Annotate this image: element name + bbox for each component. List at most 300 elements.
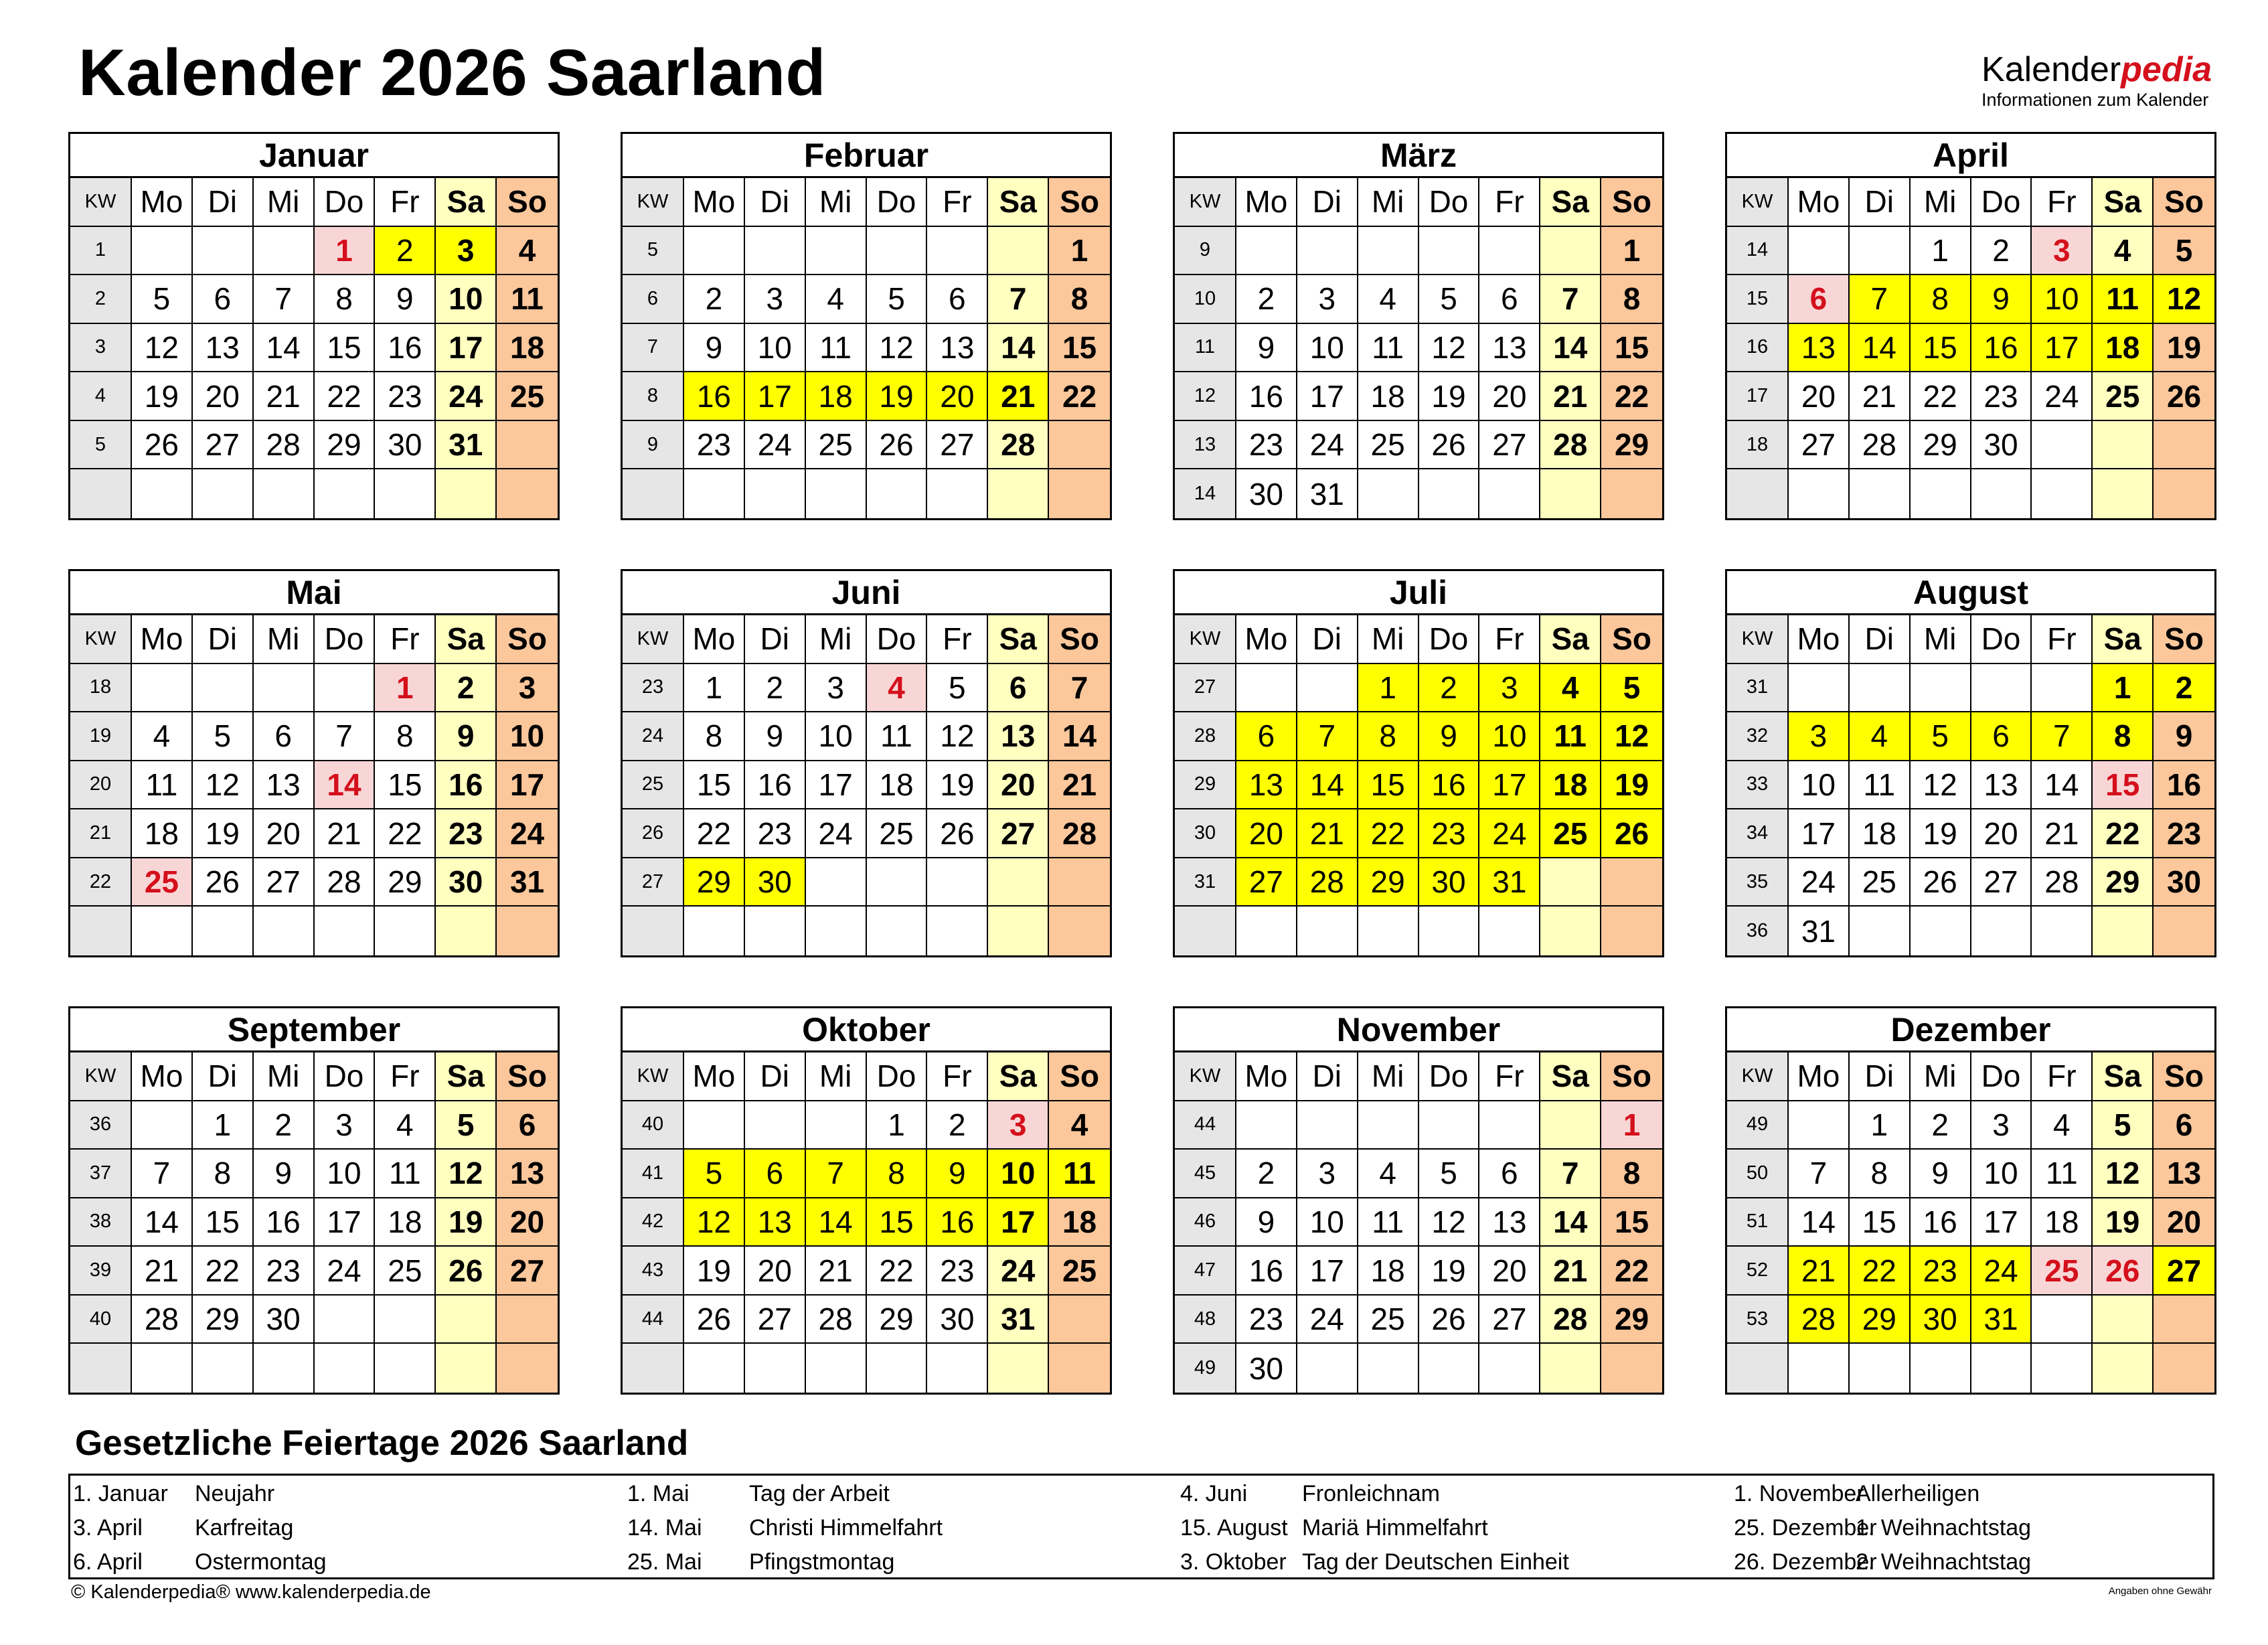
day-cell: 8 xyxy=(1911,275,1971,324)
day-cell: 14 xyxy=(1540,324,1601,373)
week-number: 31 xyxy=(1727,664,1789,713)
week-number: 45 xyxy=(1175,1150,1236,1198)
month-11 xyxy=(1173,1006,1664,1395)
weekday-header: Do xyxy=(1971,178,2032,227)
week-number: 1 xyxy=(70,227,132,276)
empty-cell xyxy=(2032,1344,2093,1393)
holiday-date: 4. Juni xyxy=(1180,1481,1248,1506)
day-cell: 28 xyxy=(2032,858,2093,907)
day-cell: 15 xyxy=(315,324,376,373)
day-cell: 15 xyxy=(375,761,436,810)
day-cell: 13 xyxy=(988,712,1049,761)
week-number: 4 xyxy=(70,372,132,421)
week-number: 53 xyxy=(1727,1296,1789,1344)
week-number xyxy=(623,1344,684,1393)
day-cell: 7 xyxy=(1049,664,1110,713)
week-number: 48 xyxy=(1175,1296,1236,1344)
day-cell: 14 xyxy=(254,324,315,373)
day-cell: 14 xyxy=(2032,761,2093,810)
day-cell: 5 xyxy=(1601,664,1662,713)
month-7 xyxy=(1173,569,1664,957)
day-cell: 3 xyxy=(1297,275,1358,324)
week-number: 21 xyxy=(70,809,132,858)
day-cell: 7 xyxy=(132,1150,193,1198)
footer-copyright: © Kalenderpedia® www.kalenderpedia.de xyxy=(71,1581,431,1603)
empty-cell xyxy=(988,907,1049,955)
weekday-header: Fr xyxy=(1479,615,1540,664)
day-cell: 18 xyxy=(1358,372,1419,421)
empty-cell xyxy=(1358,907,1419,955)
day-cell: 9 xyxy=(745,712,806,761)
weekday-header: Mo xyxy=(684,615,745,664)
weekday-header: Do xyxy=(1971,615,2032,664)
empty-cell xyxy=(1479,1101,1540,1150)
weekday-header: So xyxy=(1601,1052,1662,1101)
day-cell: 21 xyxy=(1049,761,1110,810)
day-cell: 1 xyxy=(1601,1101,1662,1150)
day-cell: 4 xyxy=(132,712,193,761)
empty-cell xyxy=(2032,421,2093,470)
day-cell: 28 xyxy=(254,421,315,470)
day-cell: 10 xyxy=(1479,712,1540,761)
empty-cell xyxy=(497,907,558,955)
day-cell: 3 xyxy=(806,664,867,713)
day-cell: 23 xyxy=(745,809,806,858)
footer-disclaimer: Angaben ohne Gewähr xyxy=(2108,1585,2212,1597)
day-cell: 28 xyxy=(1789,1296,1850,1344)
holiday-name: Karfreitag xyxy=(195,1515,294,1541)
day-cell: 28 xyxy=(132,1296,193,1344)
weekday-header: Fr xyxy=(2032,178,2093,227)
kw-header: KW xyxy=(1727,1052,1789,1101)
day-cell: 9 xyxy=(2154,712,2214,761)
empty-cell xyxy=(806,1101,867,1150)
day-cell: 23 xyxy=(436,809,497,858)
day-cell: 3 xyxy=(1971,1101,2032,1150)
empty-cell xyxy=(867,227,928,276)
weekday-header: Fr xyxy=(375,615,436,664)
kw-header: KW xyxy=(1175,178,1236,227)
week-number: 11 xyxy=(1175,324,1236,373)
empty-cell xyxy=(1358,1101,1419,1150)
day-cell: 19 xyxy=(132,372,193,421)
day-cell: 5 xyxy=(436,1101,497,1150)
day-cell: 1 xyxy=(867,1101,928,1150)
day-cell: 6 xyxy=(988,664,1049,713)
day-cell: 29 xyxy=(1911,421,1971,470)
day-cell: 5 xyxy=(1419,275,1480,324)
holidays-title: Gesetzliche Feiertage 2026 Saarland xyxy=(75,1423,689,1463)
weekday-header: Mi xyxy=(806,615,867,664)
day-cell: 13 xyxy=(497,1150,558,1198)
day-cell: 16 xyxy=(254,1198,315,1247)
day-cell: 24 xyxy=(745,421,806,470)
day-cell: 10 xyxy=(1971,1150,2032,1198)
empty-cell xyxy=(1049,1344,1110,1393)
day-cell: 17 xyxy=(1479,761,1540,810)
day-cell: 9 xyxy=(1419,712,1480,761)
day-cell: 5 xyxy=(927,664,988,713)
empty-cell xyxy=(132,664,193,713)
weekday-header: Fr xyxy=(1479,178,1540,227)
weekday-header: So xyxy=(1049,615,1110,664)
day-cell: 25 xyxy=(1358,421,1419,470)
page-title: Kalender 2026 Saarland xyxy=(78,35,826,109)
week-number: 6 xyxy=(623,275,684,324)
day-cell: 21 xyxy=(315,809,376,858)
day-cell: 13 xyxy=(1971,761,2032,810)
day-cell: 21 xyxy=(132,1247,193,1296)
day-cell: 19 xyxy=(1419,1247,1480,1296)
month-4 xyxy=(1725,132,2216,520)
day-cell: 3 xyxy=(497,664,558,713)
weekday-header: Di xyxy=(1850,615,1911,664)
month-name: November xyxy=(1175,1008,1662,1052)
weekday-header: So xyxy=(1049,1052,1110,1101)
day-cell: 7 xyxy=(1540,1150,1601,1198)
day-cell: 1 xyxy=(684,664,745,713)
day-cell: 24 xyxy=(2032,372,2093,421)
day-cell: 27 xyxy=(1479,1296,1540,1344)
day-cell: 10 xyxy=(497,712,558,761)
weekday-header: Sa xyxy=(436,178,497,227)
empty-cell xyxy=(132,1344,193,1393)
week-number: 49 xyxy=(1175,1344,1236,1393)
day-cell: 26 xyxy=(927,809,988,858)
empty-cell xyxy=(927,858,988,907)
empty-cell xyxy=(254,907,315,955)
day-cell: 26 xyxy=(1419,421,1480,470)
day-cell: 19 xyxy=(1419,372,1480,421)
day-cell: 31 xyxy=(436,421,497,470)
day-cell: 26 xyxy=(132,421,193,470)
day-cell: 27 xyxy=(497,1247,558,1296)
holiday-date: 3. April xyxy=(73,1515,143,1541)
day-cell: 18 xyxy=(375,1198,436,1247)
weekday-header: Sa xyxy=(1540,615,1601,664)
day-cell: 18 xyxy=(2032,1198,2093,1247)
day-cell: 12 xyxy=(684,1198,745,1247)
day-cell: 10 xyxy=(436,275,497,324)
empty-cell xyxy=(436,1296,497,1344)
day-cell: 1 xyxy=(193,1101,254,1150)
day-cell: 20 xyxy=(193,372,254,421)
day-cell: 13 xyxy=(193,324,254,373)
day-cell: 15 xyxy=(1601,324,1662,373)
day-cell: 4 xyxy=(375,1101,436,1150)
week-number: 15 xyxy=(1727,275,1789,324)
weekday-header: Fr xyxy=(927,1052,988,1101)
empty-cell xyxy=(1540,1344,1601,1393)
weekday-header: Mi xyxy=(1911,178,1971,227)
empty-cell xyxy=(684,1101,745,1150)
day-cell: 28 xyxy=(1049,809,1110,858)
month-9 xyxy=(68,1006,560,1395)
empty-cell xyxy=(2032,469,2093,518)
day-cell: 24 xyxy=(436,372,497,421)
month-name: Juni xyxy=(623,571,1110,615)
day-cell: 2 xyxy=(2154,664,2214,713)
month-name: August xyxy=(1727,571,2214,615)
week-number: 2 xyxy=(70,275,132,324)
day-cell: 20 xyxy=(1236,809,1297,858)
empty-cell xyxy=(1971,664,2032,713)
brand-tagline: Informationen zum Kalender xyxy=(1981,90,2209,110)
day-cell: 9 xyxy=(375,275,436,324)
day-cell: 9 xyxy=(254,1150,315,1198)
empty-cell xyxy=(2154,1344,2214,1393)
day-cell: 30 xyxy=(1971,421,2032,470)
weekday-header: Di xyxy=(1850,1052,1911,1101)
day-cell: 23 xyxy=(927,1247,988,1296)
day-cell: 30 xyxy=(1236,469,1297,518)
day-cell: 9 xyxy=(684,324,745,373)
empty-cell xyxy=(867,858,928,907)
kw-header: KW xyxy=(70,178,132,227)
day-cell: 2 xyxy=(745,664,806,713)
weekday-header: Sa xyxy=(988,178,1049,227)
empty-cell xyxy=(315,664,376,713)
weekday-header: Fr xyxy=(2032,1052,2093,1101)
day-cell: 30 xyxy=(927,1296,988,1344)
day-cell: 26 xyxy=(1911,858,1971,907)
empty-cell xyxy=(806,858,867,907)
empty-cell xyxy=(1540,858,1601,907)
day-cell: 16 xyxy=(1911,1198,1971,1247)
day-cell: 24 xyxy=(806,809,867,858)
weekday-header: Di xyxy=(193,1052,254,1101)
weekday-header: Sa xyxy=(988,615,1049,664)
empty-cell xyxy=(806,1344,867,1393)
week-number: 20 xyxy=(70,761,132,810)
day-cell: 20 xyxy=(1789,372,1850,421)
day-cell: 2 xyxy=(684,275,745,324)
empty-cell xyxy=(375,469,436,518)
empty-cell xyxy=(1419,469,1480,518)
empty-cell xyxy=(1789,469,1850,518)
week-number: 8 xyxy=(623,372,684,421)
day-cell: 22 xyxy=(684,809,745,858)
day-cell: 29 xyxy=(1601,421,1662,470)
day-cell: 3 xyxy=(988,1101,1049,1150)
day-cell: 16 xyxy=(375,324,436,373)
day-cell: 26 xyxy=(867,421,928,470)
day-cell: 1 xyxy=(1358,664,1419,713)
day-cell: 6 xyxy=(1236,712,1297,761)
weekday-header: Fr xyxy=(375,1052,436,1101)
empty-cell xyxy=(1419,1101,1480,1150)
weekday-header: Mi xyxy=(1358,1052,1419,1101)
day-cell: 6 xyxy=(497,1101,558,1150)
day-cell: 17 xyxy=(315,1198,376,1247)
empty-cell xyxy=(254,664,315,713)
day-cell: 9 xyxy=(1911,1150,1971,1198)
weekday-header: Mo xyxy=(684,1052,745,1101)
day-cell: 4 xyxy=(1049,1101,1110,1150)
day-cell: 24 xyxy=(1971,1247,2032,1296)
empty-cell xyxy=(1971,1344,2032,1393)
day-cell: 25 xyxy=(806,421,867,470)
day-cell: 25 xyxy=(132,858,193,907)
weekday-header: So xyxy=(2154,615,2214,664)
day-cell: 14 xyxy=(1540,1198,1601,1247)
day-cell: 29 xyxy=(193,1296,254,1344)
weekday-header: Mo xyxy=(684,178,745,227)
day-cell: 13 xyxy=(745,1198,806,1247)
day-cell: 13 xyxy=(1789,324,1850,373)
weekday-header: Fr xyxy=(1479,1052,1540,1101)
week-number: 18 xyxy=(70,664,132,713)
day-cell: 24 xyxy=(497,809,558,858)
brand-name: Kalender xyxy=(1981,50,2121,89)
weekday-header: Sa xyxy=(436,1052,497,1101)
day-cell: 12 xyxy=(2154,275,2214,324)
empty-cell xyxy=(1540,907,1601,955)
empty-cell xyxy=(2032,664,2093,713)
empty-cell xyxy=(1911,664,1971,713)
holiday-name: Ostermontag xyxy=(195,1549,327,1575)
day-cell: 5 xyxy=(1911,712,1971,761)
week-number: 9 xyxy=(623,421,684,470)
empty-cell xyxy=(1601,1344,1662,1393)
empty-cell xyxy=(1236,1101,1297,1150)
day-cell: 22 xyxy=(1601,1247,1662,1296)
week-number: 10 xyxy=(1175,275,1236,324)
day-cell: 13 xyxy=(1479,324,1540,373)
day-cell: 25 xyxy=(497,372,558,421)
weekday-header: Di xyxy=(1297,615,1358,664)
weekday-header: So xyxy=(1049,178,1110,227)
day-cell: 27 xyxy=(1479,421,1540,470)
day-cell: 22 xyxy=(1911,372,1971,421)
weekday-header: So xyxy=(497,1052,558,1101)
day-cell: 26 xyxy=(2154,372,2214,421)
day-cell: 21 xyxy=(1540,1247,1601,1296)
empty-cell xyxy=(2154,1296,2214,1344)
empty-cell xyxy=(806,469,867,518)
day-cell: 27 xyxy=(254,858,315,907)
empty-cell xyxy=(1911,1344,1971,1393)
day-cell: 19 xyxy=(927,761,988,810)
day-cell: 1 xyxy=(1911,227,1971,276)
empty-cell xyxy=(436,907,497,955)
day-cell: 12 xyxy=(1601,712,1662,761)
weekday-header: Di xyxy=(745,178,806,227)
day-cell: 19 xyxy=(1601,761,1662,810)
day-cell: 31 xyxy=(1971,1296,2032,1344)
day-cell: 16 xyxy=(1236,372,1297,421)
day-cell: 16 xyxy=(684,372,745,421)
day-cell: 21 xyxy=(2032,809,2093,858)
empty-cell xyxy=(1236,227,1297,276)
day-cell: 27 xyxy=(988,809,1049,858)
day-cell: 3 xyxy=(745,275,806,324)
day-cell: 22 xyxy=(375,809,436,858)
day-cell: 14 xyxy=(132,1198,193,1247)
day-cell: 1 xyxy=(1049,227,1110,276)
empty-cell xyxy=(193,469,254,518)
weekday-header: Mi xyxy=(1358,178,1419,227)
day-cell: 18 xyxy=(132,809,193,858)
weekday-header: Di xyxy=(1850,178,1911,227)
day-cell: 23 xyxy=(684,421,745,470)
month-1 xyxy=(68,132,560,520)
empty-cell xyxy=(497,1296,558,1344)
day-cell: 30 xyxy=(1419,858,1480,907)
day-cell: 18 xyxy=(497,324,558,373)
day-cell: 10 xyxy=(2032,275,2093,324)
empty-cell xyxy=(436,1344,497,1393)
weekday-header: Mo xyxy=(1236,178,1297,227)
day-cell: 11 xyxy=(375,1150,436,1198)
day-cell: 9 xyxy=(1236,1198,1297,1247)
day-cell: 9 xyxy=(1971,275,2032,324)
day-cell: 11 xyxy=(132,761,193,810)
day-cell: 20 xyxy=(1479,372,1540,421)
day-cell: 17 xyxy=(2032,324,2093,373)
empty-cell xyxy=(806,227,867,276)
day-cell: 17 xyxy=(436,324,497,373)
week-number xyxy=(70,469,132,518)
day-cell: 22 xyxy=(867,1247,928,1296)
day-cell: 14 xyxy=(806,1198,867,1247)
empty-cell xyxy=(684,227,745,276)
day-cell: 7 xyxy=(806,1150,867,1198)
day-cell: 5 xyxy=(867,275,928,324)
week-number xyxy=(70,1344,132,1393)
day-cell: 25 xyxy=(375,1247,436,1296)
day-cell: 7 xyxy=(1540,275,1601,324)
empty-cell xyxy=(1049,1296,1110,1344)
empty-cell xyxy=(1419,1344,1480,1393)
empty-cell xyxy=(315,1344,376,1393)
empty-cell xyxy=(2154,469,2214,518)
day-cell: 7 xyxy=(1789,1150,1850,1198)
day-cell: 13 xyxy=(254,761,315,810)
day-cell: 22 xyxy=(1601,372,1662,421)
day-cell: 18 xyxy=(2093,324,2154,373)
empty-cell xyxy=(2154,421,2214,470)
week-number: 36 xyxy=(1727,907,1789,955)
weekday-header: Do xyxy=(1419,615,1480,664)
weekday-header: Di xyxy=(745,1052,806,1101)
day-cell: 14 xyxy=(1850,324,1911,373)
day-cell: 4 xyxy=(2093,227,2154,276)
empty-cell xyxy=(2093,1296,2154,1344)
weekday-header: Sa xyxy=(2093,615,2154,664)
day-cell: 3 xyxy=(1297,1150,1358,1198)
empty-cell xyxy=(375,907,436,955)
empty-cell xyxy=(1358,1344,1419,1393)
day-cell: 13 xyxy=(1236,761,1297,810)
empty-cell xyxy=(254,1344,315,1393)
day-cell: 6 xyxy=(1479,1150,1540,1198)
weekday-header: Di xyxy=(1297,1052,1358,1101)
day-cell: 15 xyxy=(684,761,745,810)
day-cell: 29 xyxy=(315,421,376,470)
day-cell: 15 xyxy=(1358,761,1419,810)
day-cell: 17 xyxy=(806,761,867,810)
day-cell: 8 xyxy=(1601,1150,1662,1198)
week-number: 52 xyxy=(1727,1247,1789,1296)
day-cell: 16 xyxy=(1419,761,1480,810)
month-name: April xyxy=(1727,134,2214,178)
week-number: 3 xyxy=(70,324,132,373)
day-cell: 30 xyxy=(1911,1296,1971,1344)
holiday-name: 1. Weihnachtstag xyxy=(1856,1515,2032,1541)
day-cell: 28 xyxy=(1540,1296,1601,1344)
day-cell: 22 xyxy=(2093,809,2154,858)
